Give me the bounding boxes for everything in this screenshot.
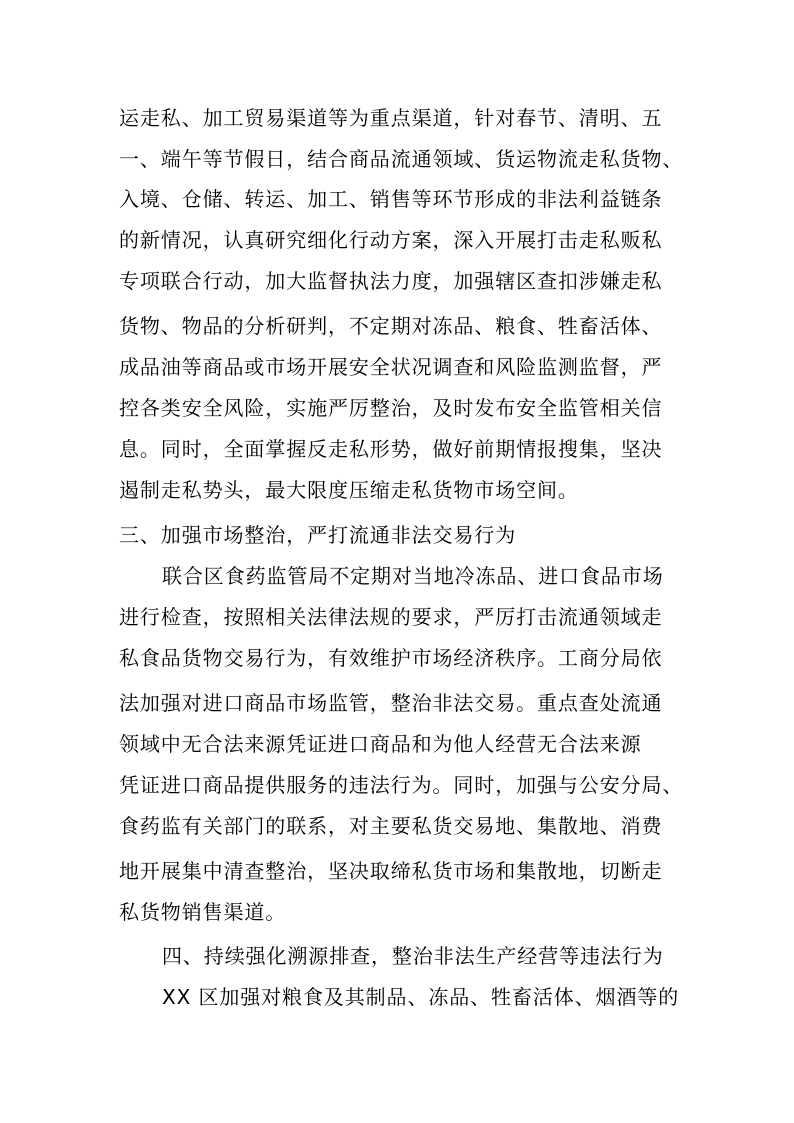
body-text-line: 法加强对进口商品市场监管，整治非法交易。重点查处流通 [119,691,663,715]
body-text-line: 地开展集中清查整治，坚决取缔私货市场和集散地，切断走 [119,859,663,883]
body-text-line: 控各类安全风险，实施严厉整治，及时发布安全监管相关信 [119,396,663,420]
section-heading: 三、加强市场整治，严打流通非法交易行为 [119,523,517,547]
body-text-line: 入境、仓储、转运、加工、销售等环节形成的非法利益链条 [119,187,663,211]
body-text-line: 货物、物品的分析研判，不定期对冻品、粮食、牲畜活体、 [119,314,663,338]
paragraph-first-line: XX 区加强对粮食及其制品、冻品、牲畜活体、烟酒等的 [162,985,680,1009]
paragraph-first-line: 联合区食药监管局不定期对当地冷冻品、进口食品市场 [162,564,664,588]
section-heading: 四、持续强化溯源排查，整治非法生产经营等违法行为 [162,944,664,968]
body-text-line: 遏制走私势头，最大限度压缩走私货物市场空间。 [119,478,579,502]
body-text-line: 成品油等商品或市场开展安全状况调查和风险监测监督，严 [119,355,663,379]
body-text-line: 凭证进口商品提供服务的违法行为。同时，加强与公安分局、 [119,773,684,797]
body-text-line: 私食品货物交易行为，有效维护市场经济秩序。工商分局依 [119,646,663,670]
body-text-line: 运走私、加工贸易渠道等为重点渠道，针对春节、清明、五 [119,106,663,130]
body-text-line: 息。同时，全面掌握反走私形势，做好前期情报搜集，坚决 [119,437,663,461]
body-text-line: 一、端午等节假日，结合商品流通领域、货运物流走私货物、 [119,147,684,171]
body-text-line: 的新情况，认真研究细化行动方案，深入开展打击走私贩私 [119,228,663,252]
body-text-line: 食药监有关部门的联系，对主要私货交易地、集散地、消费 [119,814,663,838]
body-text-line: 私货物销售渠道。 [119,900,287,924]
body-text-line: 进行检查，按照相关法律法规的要求，严厉打击流通领域走 [119,605,663,629]
body-text-line: 领域中无合法来源凭证进口商品和为他人经营无合法来源 [119,732,642,756]
body-text-line: 专项联合行动，加大监督执法力度，加强辖区查扣涉嫌走私 [119,269,663,293]
